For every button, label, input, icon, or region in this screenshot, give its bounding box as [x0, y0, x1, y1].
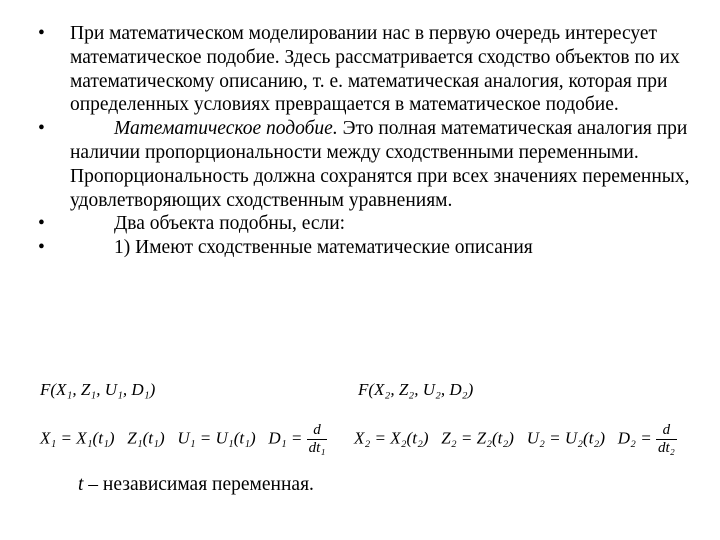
formula-row-1: [40, 422, 327, 457]
formula-d1-left: D₁ =: [268, 428, 303, 448]
bullet-4: [38, 236, 710, 260]
bullet-list: [38, 22, 710, 260]
bullet-marker: •: [38, 213, 45, 235]
formula-object-2: F(X₂, Z₂, U₂, D₂): [358, 380, 474, 399]
variable-t: t: [78, 474, 84, 495]
formula-row-2: [354, 422, 677, 457]
formula-d2-left: D₂ =: [617, 428, 652, 448]
note-text: – независимая переменная.: [83, 474, 314, 495]
bullet-marker: •: [38, 237, 45, 259]
formula-z2: Z₂ = Z₂(t₂): [441, 428, 514, 448]
independent-variable-note: [78, 474, 314, 496]
fraction-d1: $\frac{d}{\text{dt₁}}$: [308, 422, 326, 456]
formula-u1: U₁ = U₁(t₁): [177, 428, 256, 448]
formula-x2: X₂ = X₂(t₂): [354, 428, 429, 448]
formula-x1: X₁ = X₁(t₁): [40, 428, 115, 448]
bullet-3: [38, 212, 710, 236]
bullet-text: При математическом моделировании нас в первую очередь интересует математическое подобие. Здесь рассматривается сходство объектов по их математическому описанию, т. е. математическая аналогия, которая при определенных условиях превращается в математическое подобие.: [70, 23, 680, 116]
bullet-1: [38, 22, 710, 117]
formula-z1: Z₁(t₁): [127, 428, 165, 448]
formula-object-1: F(X₁, Z₁, U₁, D₁): [40, 380, 156, 399]
term-mathematical-similarity: Математическое подобие.: [114, 118, 338, 140]
bullet-2: [38, 117, 710, 212]
fraction-d2: $\frac{d}{\text{dt₂}}$: [657, 422, 675, 456]
bullet-marker: •: [38, 23, 45, 44]
bullet-text: Это полная математическая аналогия при наличии пропорциональности между сходственными переменными. Пропорциональность должна сохранятся при всех значениях переменных, удовлетворяющих сходственным уравнениям.: [70, 118, 690, 211]
formula-u2: U₂ = U₂(t₂): [526, 428, 606, 448]
bullet-marker: •: [38, 118, 45, 140]
bullet-text: Два объекта подобны, если:: [114, 213, 346, 235]
bullet-text: 1) Имеют сходственные математические описания: [114, 237, 533, 259]
